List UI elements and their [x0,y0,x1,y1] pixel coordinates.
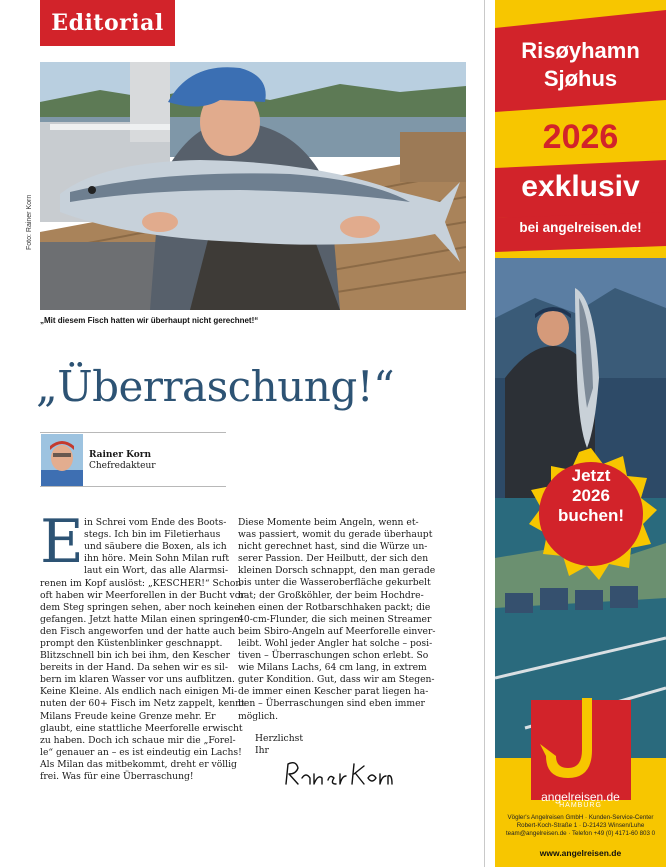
body-column-2 [238,517,464,723]
body-line: ihn höre. Mein Sohn Milan ruft [84,553,230,565]
body-line: tiven – Überraschungen schon erlebt. So [238,650,429,662]
body-line: Keine Kleine. Als endlich nach einigen Mi- [40,686,238,698]
body-line: le“ genauer an – es ist eindeutig ein Lachs! [40,746,242,758]
signoff-yours: Ihr [255,745,269,756]
body-line: ben – Überraschungen sind eben immer [238,698,425,710]
body-line: gefangen. Jetzt hatte Milan einen springen- [40,613,243,625]
ad-footer-line: team@angelreisen.de · Telefon +49 (0) 4171-60 803 0 [505,830,656,837]
body-line: guter Kondition. Gut, dass wir am Stegen- [238,674,435,686]
body-line: serer Passion. Der Heilbutt, der sich den [238,553,429,565]
author-name: Rainer Korn [89,450,151,460]
signoff-greeting: Herzlichst [255,733,304,744]
body-column-1 [40,577,245,784]
body-line: 40-cm-Flunder, die sich meinen Streamer [238,613,432,625]
ad-title-line2: Sjøhus [543,66,618,91]
fishing-hook-icon [530,692,630,792]
ad-footer-line: Robert-Koch-Straße 1 · D-21423 Winsen/Luhe [516,822,645,829]
body-line: zu haben. Doch ich schaue mir die „Forel- [40,734,236,746]
author-rule-top [40,432,226,433]
headline: „Überraschung!“ [36,362,395,411]
body-column-1-intro-cont [84,565,230,577]
body-column-1-intro [84,517,230,565]
drop-cap: E [40,507,84,577]
body-line: den Fisch angeworfen und der hatte auch [40,625,236,637]
body-line: bereits in der Hand. Da sehen wir es sil- [40,662,228,674]
author-rule-bottom [40,486,226,487]
advertisement[interactable] [495,0,666,867]
ad-badge-line: buchen! [557,506,625,525]
ad-logo-text: angelreisen.de [541,790,620,804]
ad-logo-subtext: HAMBURG [559,802,602,809]
ad-website-link[interactable]: www.angelreisen.de [539,848,622,858]
body-line: Blitzschnell bin ich bei ihm, den Kescher [40,650,231,662]
ad-tagline: bei angelreisen.de! [519,220,642,235]
body-line: und säubere die Boxen, als ich [84,541,227,553]
body-line: leibt. Wohl jeder Angler hat solche – posi- [238,637,433,649]
body-line: bern im klaren Wasser vor uns aufblitzen. [40,674,235,686]
signature [284,756,394,792]
ad-title-line1: Risøyhamn [521,38,640,63]
body-line: Milans Freude keine Grenze mehr. Er [40,710,216,722]
body-line: glaubt, eine stattliche Meerforelle erwischt [40,722,243,734]
body-line: prompt den Küstenblinker geschnappt. [40,637,223,649]
body-line: bis unter die Wasseroberfläche gekurbelt [238,577,431,589]
body-line: wie Milans Lachs, 64 cm lang, in extrem [238,662,427,674]
body-line: Als Milan das mitbekommt, dreht er völlig [40,758,237,770]
body-line: de immer einen Kescher parat liegen ha- [238,686,429,698]
ad-badge-line: Jetzt [571,466,611,485]
section-tag: Editorial [40,0,175,46]
body-line: hat; der Großköhler, der beim Hochdre- [238,589,424,601]
ad-year: 2026 [542,118,619,156]
ad-badge-text [525,466,657,526]
body-line: stegs. Ich bin im Filetierhaus [84,529,221,541]
body-line: dem Steg springen sehen, aber noch keine [40,601,240,613]
photo-caption: „Mit diesem Fisch hatten wir überhaupt nicht gerechnet!“ [40,316,259,325]
main-photo [40,62,466,310]
body-line: beim Sbiro-Angeln auf Meerforelle einver- [238,625,436,637]
ad-exclusive: exklusiv [521,170,640,203]
body-line: frei. Was für eine Überraschung! [40,771,194,782]
body-line: kleinen Dorsch schnappt, den man gerade [238,565,436,577]
author-role: Chefredakteur [89,461,156,471]
ad-footer-line: Vögler's Angelreisen GmbH · Kunden-Service-Center [507,814,654,821]
photo-credit: Foto: Rainer Korn [26,194,33,250]
ad-badge-line: 2026 [572,486,610,505]
body-line: laut ein Wort, das alle Alarmsi- [84,565,229,577]
ad-footer-address [495,814,666,838]
body-line: Diese Momente beim Angeln, wenn et- [238,517,419,528]
body-line: was passiert, womit du gerade überhaupt [238,529,433,541]
body-line: in Schrei vom Ende des Boots- [84,517,227,528]
author-avatar [41,434,83,486]
body-line: nuten der 60+ Fisch im Netz zappelt, kennt [40,698,245,710]
body-line: möglich. [238,710,278,722]
body-line: nicht gerechnet hast, sind die Würze un- [238,541,428,553]
column-divider [484,0,485,867]
body-line: renen im Kopf auslöst: „KESCHER!“ Schon [40,577,242,589]
body-line: hen einen der Rotbarschhaken packt; die [238,601,431,613]
body-line: oft haben wir Meerforellen in der Bucht vor [40,589,245,601]
